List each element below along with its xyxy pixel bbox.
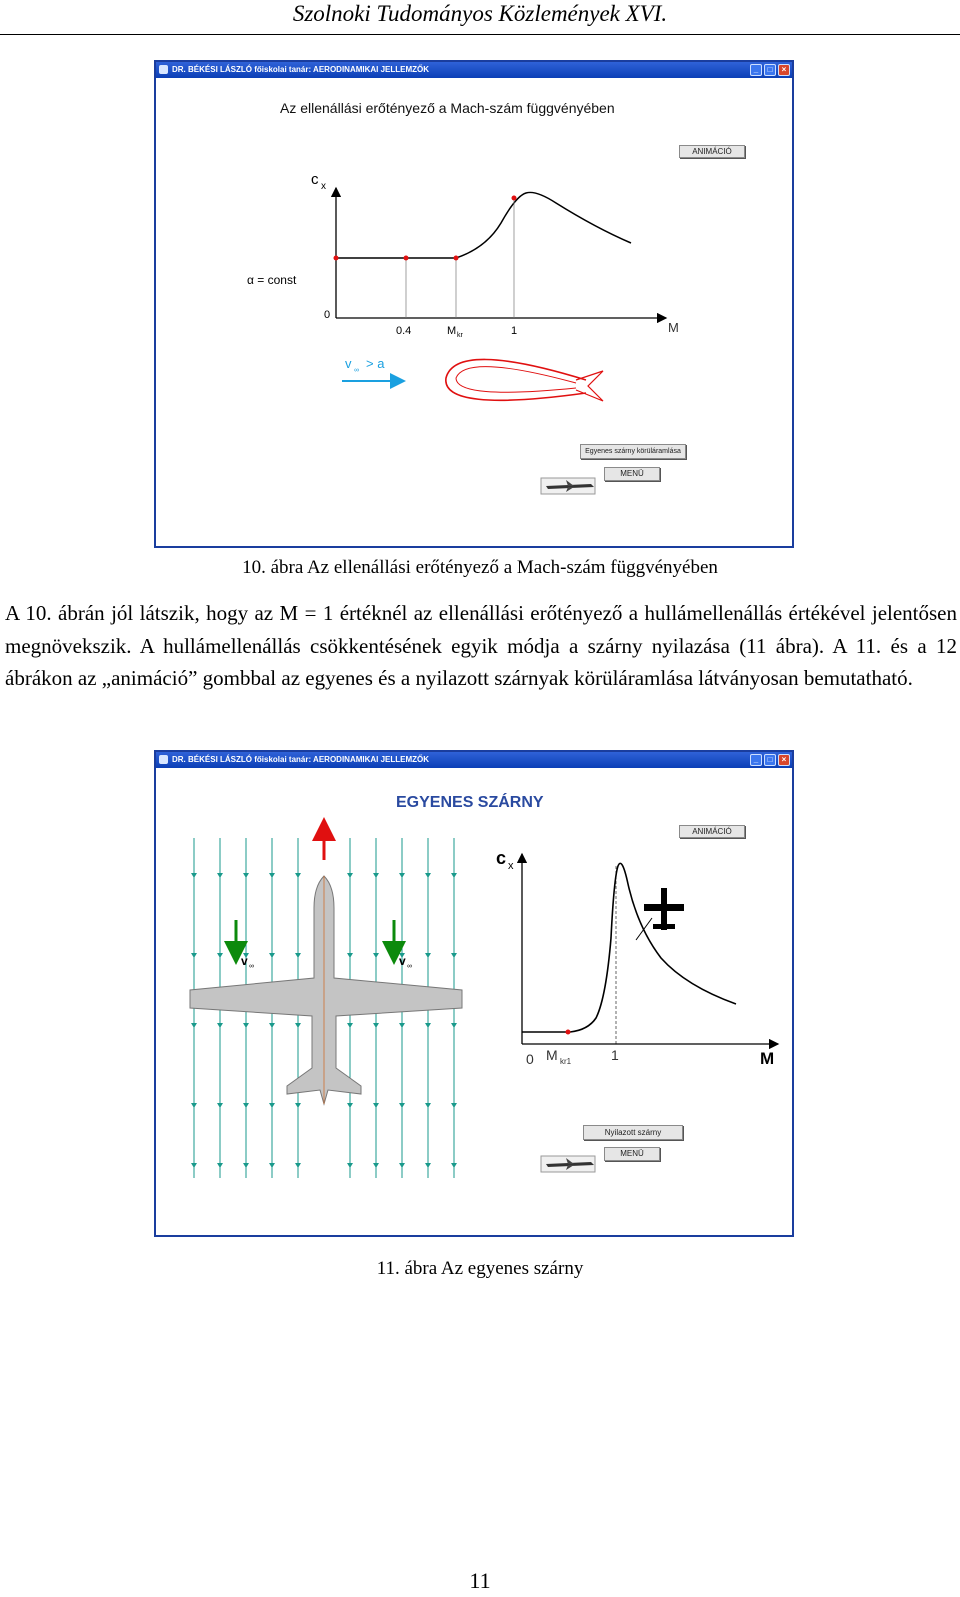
streamline-arrowhead xyxy=(451,1023,457,1028)
figure10-caption: 10. ábra Az ellenállási erőtényező a Mach-szám függvényében xyxy=(242,557,718,578)
v-label-left: v xyxy=(241,954,248,968)
tick-label-mkr-sub: kr1 xyxy=(560,1057,572,1066)
streamline-arrowhead xyxy=(347,1163,353,1168)
marker-1 xyxy=(512,196,517,201)
streamline-arrowhead xyxy=(269,1023,275,1028)
streamline-arrowhead xyxy=(295,873,301,878)
chart-title: EGYENES SZÁRNY xyxy=(396,794,544,811)
marker-mkr xyxy=(454,256,459,261)
streamline-arrowhead xyxy=(269,873,275,878)
streamline-arrowhead xyxy=(425,1103,431,1108)
streamline-arrowhead xyxy=(425,953,431,958)
streamline-arrowhead xyxy=(451,873,457,878)
tick-label-mkr: M xyxy=(546,1047,558,1063)
tick-label-0: 0 xyxy=(324,309,331,321)
y-axis-label-sub: x xyxy=(321,181,326,192)
figure11-caption: 11. ábra Az egyenes szárny xyxy=(376,1258,584,1279)
cx-mach-chart xyxy=(156,78,792,548)
streamline-arrowhead xyxy=(425,1023,431,1028)
streamline-arrowhead xyxy=(269,1103,275,1108)
journal-title: Szolnoki Tudományos Közlemények XVI. xyxy=(292,1,668,26)
tick-label-04: 0.4 xyxy=(396,325,412,337)
streamline-arrowhead xyxy=(373,953,379,958)
jet-thumbnail-icon xyxy=(541,1156,595,1172)
minimize-icon[interactable]: _ xyxy=(750,64,762,76)
streamline-arrowhead xyxy=(269,953,275,958)
animation-button[interactable]: ANIMÁCIÓ xyxy=(679,825,745,838)
streamline-arrowhead xyxy=(347,953,353,958)
chart-title: Az ellenállási erőtényező a Mach-szám függvényében xyxy=(280,100,615,116)
close-icon[interactable]: × xyxy=(778,754,790,766)
streamline-arrowhead xyxy=(295,1103,301,1108)
streamline-arrowhead xyxy=(399,1103,405,1108)
airfoil-tail xyxy=(576,371,603,401)
airfoil-inner xyxy=(456,367,576,393)
v-label-right: v xyxy=(399,954,406,968)
streamline-arrowhead xyxy=(191,1023,197,1028)
minimize-icon[interactable]: _ xyxy=(750,754,762,766)
x-axis-label: M xyxy=(760,1049,775,1068)
streamline-arrowhead xyxy=(191,873,197,878)
airplane-icon xyxy=(644,888,684,930)
maximize-icon[interactable]: □ xyxy=(764,754,776,766)
streamline-arrowhead xyxy=(425,1163,431,1168)
y-axis-label: c xyxy=(311,171,319,188)
window-title: DR. BÉKÉSI LÁSZLÓ főiskolai tanár: AERODINAMIKAI JELLEMZŐK xyxy=(172,755,430,764)
alpha-label: α = const xyxy=(247,273,297,287)
app-icon xyxy=(159,755,168,764)
flow-label: v xyxy=(345,356,352,371)
tick-label-1: 1 xyxy=(611,1047,619,1063)
streamline-arrowhead xyxy=(217,873,223,878)
streamline-arrowhead xyxy=(243,1163,249,1168)
jet-thumbnail-icon xyxy=(541,478,595,494)
flow-label-sub: ∞ xyxy=(354,367,359,374)
streamline-arrowhead xyxy=(217,1163,223,1168)
marker-04 xyxy=(404,256,409,261)
streamline-arrowhead xyxy=(217,1023,223,1028)
maximize-icon[interactable]: □ xyxy=(764,64,776,76)
body-paragraph: A 10. ábrán jól látszik, hogy az M = 1 értéknél az ellenállási erőtényező a hullámellenállás értékével jelentősen megnövekszik. A hullámellenállás csökkentésének egyik módja a szárny nyilazása (11 ábra). A 11. és a 12 ábrákon az „animáció” gombbal az egyenes és a nyilazott szárnyak körüláramlása látványosan bemutatható. xyxy=(5,601,957,690)
streamline-arrowhead xyxy=(451,953,457,958)
streamline-arrowhead xyxy=(295,953,301,958)
marker-0 xyxy=(334,256,339,261)
menu-button[interactable]: MENÜ xyxy=(604,1147,660,1161)
streamline-arrowhead xyxy=(295,1163,301,1168)
streamline-arrowhead xyxy=(373,1023,379,1028)
streamline-arrowhead xyxy=(217,953,223,958)
straight-wing-aircraft xyxy=(190,876,462,1104)
streamline-arrowhead xyxy=(347,1103,353,1108)
animation-button[interactable]: ANIMÁCIÓ xyxy=(679,145,745,158)
streamline-arrowhead xyxy=(217,1103,223,1108)
straight-wing-flow-button[interactable]: Egyenes szárny körüláramlása xyxy=(580,444,686,459)
close-icon[interactable]: × xyxy=(778,64,790,76)
menu-button[interactable]: MENÜ xyxy=(604,467,660,481)
x-axis-label: M xyxy=(668,320,679,335)
streamline-arrowhead xyxy=(399,1163,405,1168)
streamline-arrowhead xyxy=(373,1103,379,1108)
tick-label-1: 1 xyxy=(511,325,518,337)
swept-wing-button[interactable]: Nyilazott szárny xyxy=(583,1125,683,1140)
streamline-arrowhead xyxy=(425,873,431,878)
streamline-arrowhead xyxy=(243,1023,249,1028)
streamline-arrowhead xyxy=(451,1163,457,1168)
y-axis-label-sub: x xyxy=(508,860,514,872)
marker-mkr1 xyxy=(566,1030,571,1035)
figure10-title-bar xyxy=(156,62,792,78)
streamline-arrowhead xyxy=(399,1023,405,1028)
tick-label-0: 0 xyxy=(526,1051,534,1067)
streamline-arrowhead xyxy=(191,953,197,958)
streamline-arrowhead xyxy=(269,1163,275,1168)
streamline-arrowhead xyxy=(191,1163,197,1168)
streamline-arrowhead xyxy=(373,1163,379,1168)
straight-wing-scene xyxy=(156,768,792,1238)
streamline-arrowhead xyxy=(373,873,379,878)
streamline-arrowhead xyxy=(243,1103,249,1108)
figure11-title-bar xyxy=(156,752,792,768)
window-title: DR. BÉKÉSI LÁSZLÓ főiskolai tanár: AERODINAMIKAI JELLEMZŐK xyxy=(172,65,430,74)
cx-curve xyxy=(522,863,736,1032)
running-header xyxy=(0,0,960,35)
streamline-arrowhead xyxy=(399,873,405,878)
streamline-arrowhead xyxy=(451,1103,457,1108)
tick-label-mkr: M xyxy=(447,325,457,337)
pointer-line xyxy=(636,918,652,940)
tick-label-mkr-sub: kr xyxy=(457,332,463,339)
figure11-window xyxy=(154,750,794,1237)
figure10-window xyxy=(154,60,794,548)
v-label-left-sub: ∞ xyxy=(249,963,254,970)
streamline-arrowhead xyxy=(347,1023,353,1028)
page-number: 11 xyxy=(469,1568,491,1593)
y-axis-label: c xyxy=(496,848,507,868)
streamline-arrowhead xyxy=(295,1023,301,1028)
app-icon xyxy=(159,65,168,74)
streamline-arrowhead xyxy=(191,1103,197,1108)
streamline-arrowhead xyxy=(243,873,249,878)
cx-curve xyxy=(336,192,631,258)
v-label-right-sub: ∞ xyxy=(407,963,412,970)
streamline-arrowhead xyxy=(347,873,353,878)
flow-condition: > a xyxy=(366,356,385,371)
